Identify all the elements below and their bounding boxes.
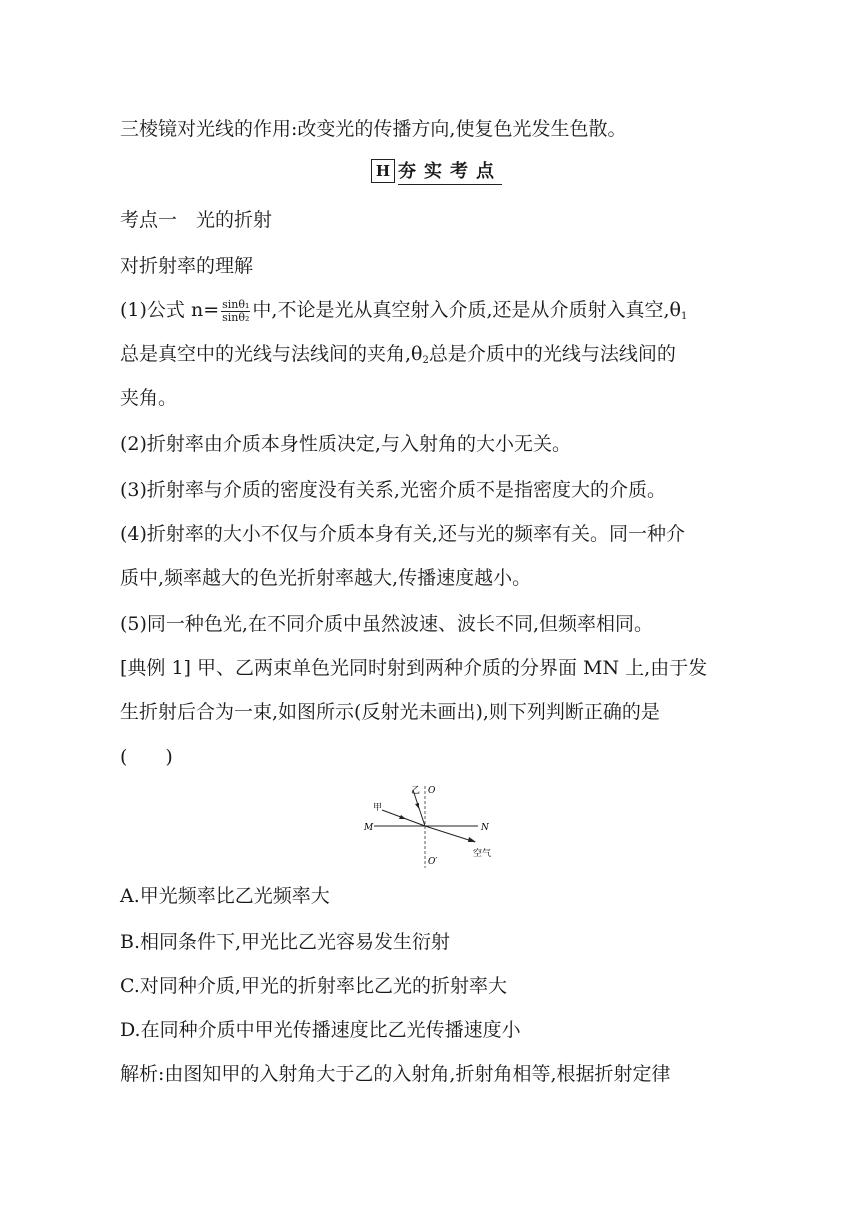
option-b: B.相同条件下,甲光比乙光容易发生衍射 (120, 931, 451, 953)
example-line-3: ( ) (120, 746, 173, 768)
analysis-line: 解析:由图知甲的入射角大于乙的入射角,折射角相等,根据折射定律 (120, 1063, 671, 1085)
option-d: D.在同种介质中甲光传播速度比乙光传播速度小 (120, 1019, 521, 1041)
theta-2-subscript: 2 (422, 355, 429, 366)
theta-1-subscript: 1 (680, 311, 688, 322)
ray-jia-arrow-icon (399, 815, 406, 819)
label-m: M (364, 823, 374, 833)
subtopic-heading: 对折射率的理解 (120, 255, 254, 277)
example-line-2: 生折射后合为一束,如图所示(反射光未画出),则下列判断正确的是 (120, 701, 660, 723)
section-box-icon: H (371, 159, 395, 183)
example-line-1: [典例 1] 甲、乙两束单色光同时射到两种介质的分界面 MN 上,由于发 (120, 657, 708, 679)
topic-heading: 考点一 光的折射 (120, 209, 273, 231)
item-1-text: 中,不论是光从真空射入介质,还是从介质射入真空,θ (252, 299, 681, 321)
item-1-prefix: (1)公式 n= (120, 299, 220, 321)
label-o: O (428, 786, 436, 796)
label-yi: 乙 (411, 786, 421, 796)
section-title: 夯实考点 (398, 157, 502, 185)
item-4-line-1: (4)折射率的大小不仅与介质本身有关,还与光的频率有关。同一种介 (120, 523, 685, 545)
formula-numerator: sinθ₁ (222, 297, 250, 311)
refracted-ray (425, 826, 475, 842)
section-banner (371, 158, 502, 184)
item-1-line-2 (120, 342, 676, 373)
item-1-line-2-text-b: 总是介质中的光线与法线间的 (428, 343, 676, 365)
item-1-line-1 (120, 290, 687, 330)
item-1-line-3: 夹角。 (120, 387, 178, 409)
option-c: C.对同种介质,甲光的折射率比乙光的折射率大 (120, 975, 507, 997)
formula-denominator: sinθ₂ (222, 310, 250, 324)
refraction-diagram (360, 782, 500, 872)
refracted-ray-arrow-icon (468, 837, 476, 842)
item-4-line-2: 质中,频率越大的色光折射率越大,传播速度越小。 (120, 567, 532, 589)
prism-statement: 三棱镜对光线的作用:改变光的传播方向,使复色光发生色散。 (120, 118, 627, 140)
ray-yi-arrow-icon (415, 803, 419, 809)
item-5: (5)同一种色光,在不同介质中虽然波速、波长不同,但频率相同。 (120, 613, 653, 635)
label-air: 空气 (473, 849, 492, 859)
label-jia: 甲 (373, 803, 383, 813)
option-a: A.甲光频率比乙光频率大 (120, 885, 330, 907)
label-o-prime: O′ (428, 857, 438, 867)
item-3: (3)折射率与介质的密度没有关系,光密介质不是指密度大的介质。 (120, 479, 666, 501)
item-1-line-2-text-a: 总是真空中的光线与法线间的夹角,θ (120, 343, 423, 365)
item-2: (2)折射率由介质本身性质决定,与入射角的大小无关。 (120, 433, 571, 455)
refraction-formula (221, 299, 250, 324)
label-n: N (481, 823, 489, 833)
